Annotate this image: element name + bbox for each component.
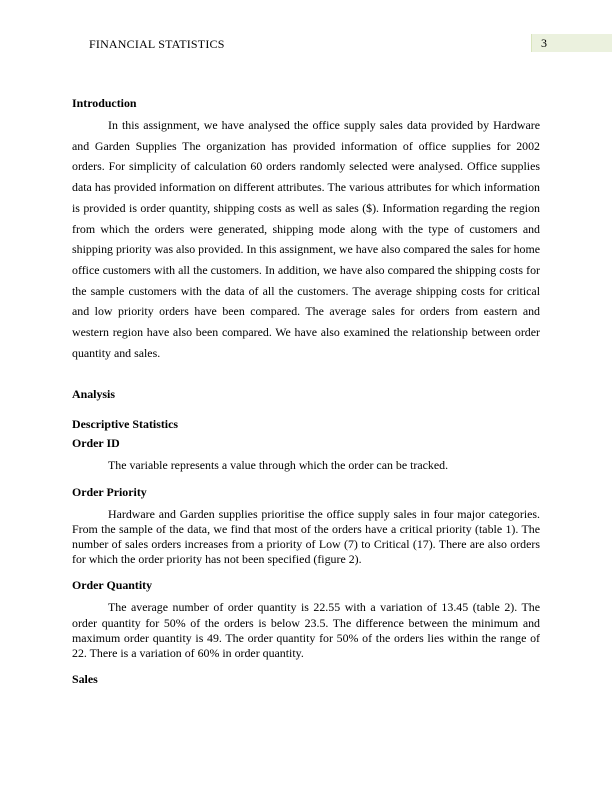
paragraph-introduction: In this assignment, we have analysed the office supply sales data provided by Hardware and Garden Supplies The organization has provided information of office supplies for 2002 orders. For simplicity of calculation 60 orders randomly selected were analysed. Office supplies data has provided information on different attributes. The various attributes for which information is provided is order quantity, shipping costs as well as sales ($). Information regarding the region from which the orders were generated, shipping mode along with the type of customers and shipping priority was also provided. In this assignment, we have also compared the sales for home office customers with all the customers. In addition, we have also compared the shipping costs for the sample customers with the data of all the customers. The average shipping costs for critical and low priority orders have been compared. The average sales for orders from eastern and western region have also been compared. We have also examined the relationship between order quantity and sales.	[72, 118, 540, 360]
heading-introduction: Introduction	[72, 96, 137, 110]
paragraph-order-priority: Hardware and Garden supplies prioritise the office supply sales in four major categories. From the sample of the data, we find that most of the orders have a critical priority (table 1). The number of sales orders increases from a priority of Low (7) to Critical (17). There are also orders for which the order priority has not been specified (figure 2).	[72, 506, 540, 567]
page-number-box	[531, 34, 612, 52]
heading-order-id: Order ID	[72, 436, 120, 451]
section-sales	[72, 672, 540, 686]
section-descriptive-statistics	[72, 417, 540, 431]
section-order-priority	[72, 485, 540, 568]
section-introduction	[72, 96, 540, 363]
heading-descriptive-statistics: Descriptive Statistics	[72, 417, 178, 432]
section-analysis	[72, 387, 540, 401]
section-order-id	[72, 436, 540, 473]
section-order-quantity	[72, 578, 540, 661]
heading-order-quantity: Order Quantity	[72, 578, 153, 593]
paragraph-order-id: The variable represents a value through which the order can be tracked.	[108, 458, 449, 473]
page-number: 3	[541, 36, 547, 50]
paragraph-order-quantity: The average number of order quantity is 22.55 with a variation of 13.45 (table 2). The order quantity for 50% of the orders is below 23.5. The difference between the minimum and maximum order quantity is 49. The order quantity for 50% of the orders lies within the range of 22. There is a variation of 60% in order quantity.	[72, 600, 540, 661]
heading-analysis: Analysis	[72, 387, 115, 402]
heading-order-priority: Order Priority	[72, 484, 147, 499]
running-head-title: FINANCIAL STATISTICS	[89, 37, 225, 51]
document-body	[72, 96, 540, 686]
heading-sales: Sales	[72, 672, 98, 687]
